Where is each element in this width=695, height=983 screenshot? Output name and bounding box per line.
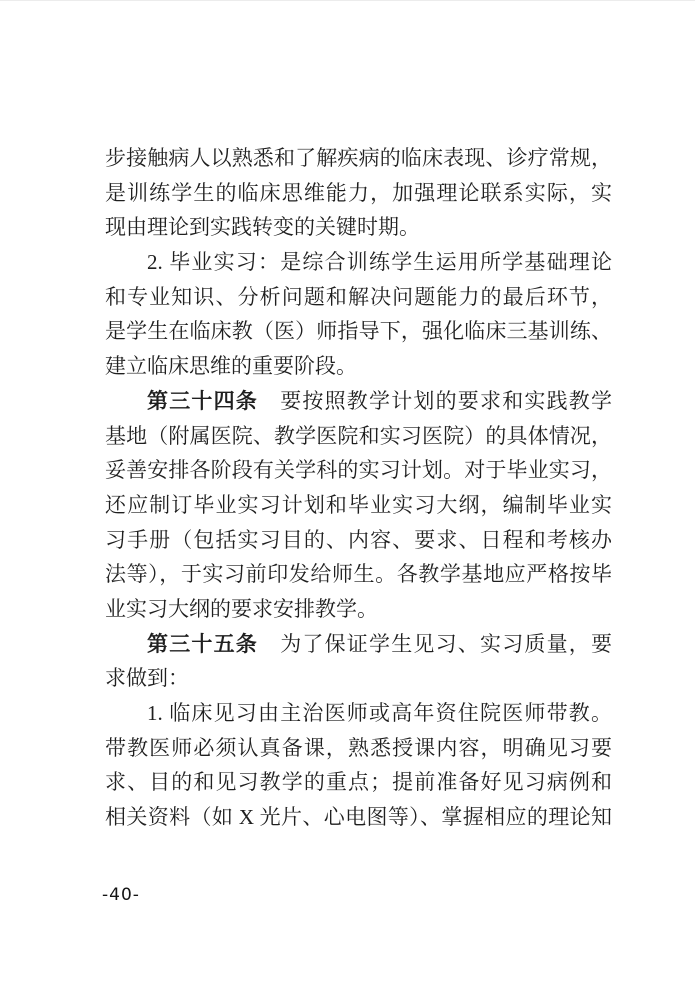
- text-line: [105, 523, 612, 558]
- text-line: [105, 314, 612, 349]
- body-text: 妥善安排各阶段有关学科的实习计划。对于毕业实习，: [105, 458, 612, 483]
- body-text: 现由理论到实践转变的关键时期。: [105, 215, 420, 240]
- body-text: 为了保证学生见习、实习质量，要: [258, 631, 612, 656]
- body-text: 法等），于实习前印发给师生。各教学基地应严格按毕: [105, 562, 612, 587]
- text-line: [105, 488, 612, 523]
- text-line: [105, 280, 612, 315]
- text-line: [105, 592, 612, 627]
- text-line: [105, 419, 612, 454]
- body-text: 要按照教学计划的要求和实践教学: [258, 388, 612, 413]
- article-heading-text: 第三十四条: [147, 388, 258, 413]
- body-text: 建立临床思维的重要阶段。: [105, 354, 357, 379]
- body-text: 业实习大纲的要求安排教学。: [105, 596, 378, 621]
- page-number: -40-: [102, 885, 140, 905]
- text-line: [105, 800, 612, 835]
- text-line: [105, 661, 612, 696]
- text-line: [105, 453, 612, 488]
- text-line: [105, 765, 612, 800]
- body-text: 是训练学生的临床思维能力，加强理论联系实际，实: [105, 180, 612, 205]
- body-text: 1. 临床见习由主治医师或高年资住院医师带教。: [147, 701, 612, 725]
- body-text: 还应制订毕业实习计划和毕业实习大纲，编制毕业实: [105, 492, 612, 517]
- text-line: [105, 176, 612, 211]
- body-text: 相关资料（如 X 光片、心电图等）、掌握相应的理论知: [105, 805, 612, 830]
- body-text: 求做到：: [105, 666, 189, 691]
- body-text: 带教医师必须认真备课，熟悉授课内容，明确见习要: [105, 735, 612, 760]
- text-line: [105, 696, 612, 731]
- body-text: 习手册（包括实习目的、内容、要求、日程和考核办: [105, 527, 612, 552]
- text-line: [105, 731, 612, 766]
- body-text: 和专业知识、分析问题和解决问题能力的最后环节，: [105, 284, 612, 309]
- article-heading-text: 第三十五条: [147, 631, 258, 656]
- body-text: 2. 毕业实习：是综合训练学生运用所学基础理论: [147, 250, 612, 275]
- document-body: [105, 141, 612, 835]
- text-line: [105, 627, 612, 662]
- text-line: [105, 349, 612, 384]
- text-line: [105, 245, 612, 280]
- body-text: 求、目的和见习教学的重点；提前准备好见习病例和: [105, 770, 612, 795]
- text-line: [105, 557, 612, 592]
- body-text: 是学生在临床教（医）师指导下，强化临床三基训练、: [105, 319, 612, 344]
- text-line: [105, 141, 612, 176]
- text-line: [105, 384, 612, 419]
- body-text: 基地（附属医院、教学医院和实习医院）的具体情况，: [105, 423, 612, 448]
- body-text: 步接触病人以熟悉和了解疾病的临床表现、诊疗常规，: [105, 146, 612, 170]
- text-line: [105, 210, 612, 245]
